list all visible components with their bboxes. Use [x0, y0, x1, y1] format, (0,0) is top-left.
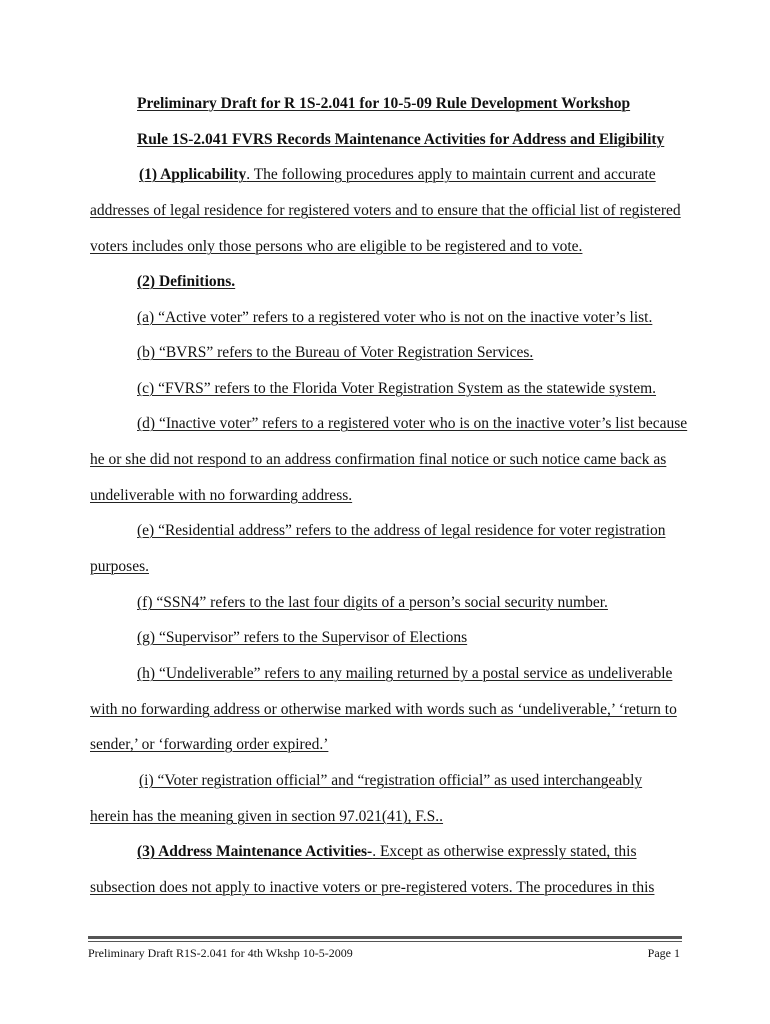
- definitions-heading: (2) Definitions.: [137, 273, 236, 290]
- address-maintenance-line-1: [137, 842, 637, 862]
- applicability-line-1: [139, 165, 656, 185]
- footer-page-number: Page 1: [647, 946, 680, 960]
- footer-rule-thick: [88, 936, 682, 939]
- applicability-label: (1) Applicability: [139, 166, 247, 183]
- applicability-line-2: addresses of legal residence for registered voters and to ensure that the official list of registered: [90, 202, 681, 219]
- applicability-text: . The following procedures apply to maintain current and accurate: [246, 166, 656, 183]
- definition-d-line-3: undeliverable with no forwarding address.: [90, 487, 353, 504]
- definition-e-line-1: (e) “Residential address” refers to the address of legal residence for voter registration: [137, 522, 666, 539]
- definition-d-line-2: he or she did not respond to an address confirmation final notice or such notice came back as: [90, 451, 667, 468]
- definition-i-line-2: herein has the meaning given in section 97.021(41), F.S..: [90, 808, 444, 825]
- definition-c: (c) “FVRS” refers to the Florida Voter Registration System as the statewide system.: [137, 380, 657, 397]
- definition-i-line-1: (i) “Voter registration official” and “registration official” as used interchangeably: [139, 772, 643, 789]
- address-maintenance-label: (3) Address Maintenance Activities-: [137, 843, 373, 860]
- address-maintenance-line-2: subsection does not apply to inactive voters or pre-registered voters. The procedures in this: [90, 879, 655, 896]
- rule-heading: Rule 1S-2.041 FVRS Records Maintenance Activities for Address and Eligibility: [137, 131, 665, 148]
- footer-document-id: Preliminary Draft R1S-2.041 for 4th Wkshp 10-5-2009: [88, 946, 353, 960]
- definition-h-line-2: with no forwarding address or otherwise marked with words such as ‘undeliverable,’ ‘return to: [90, 701, 677, 718]
- address-maintenance-text: . Except as otherwise expressly stated, this: [372, 843, 637, 860]
- definition-a: (a) “Active voter” refers to a registered voter who is not on the inactive voter’s list.: [137, 309, 653, 326]
- definition-d-line-1: (d) “Inactive voter” refers to a registered voter who is on the inactive voter’s list because: [137, 415, 688, 432]
- definition-g: (g) “Supervisor” refers to the Supervisor of Elections: [137, 629, 468, 646]
- definition-e-line-2: purposes.: [90, 558, 149, 575]
- document-title: Preliminary Draft for R 1S-2.041 for 10-5-09 Rule Development Workshop: [137, 95, 631, 112]
- definition-h-line-3: sender,’ or ‘forwarding order expired.’: [90, 736, 329, 753]
- applicability-line-3: voters includes only those persons who are eligible to be registered and to vote.: [90, 238, 583, 255]
- footer-rule-thin: [88, 941, 682, 942]
- definition-f: (f) “SSN4” refers to the last four digits of a person’s social security number.: [137, 594, 608, 611]
- definition-h-line-1: (h) “Undeliverable” refers to any mailing returned by a postal service as undeliverable: [137, 665, 673, 682]
- definition-b: (b) “BVRS” refers to the Bureau of Voter Registration Services.: [137, 344, 534, 361]
